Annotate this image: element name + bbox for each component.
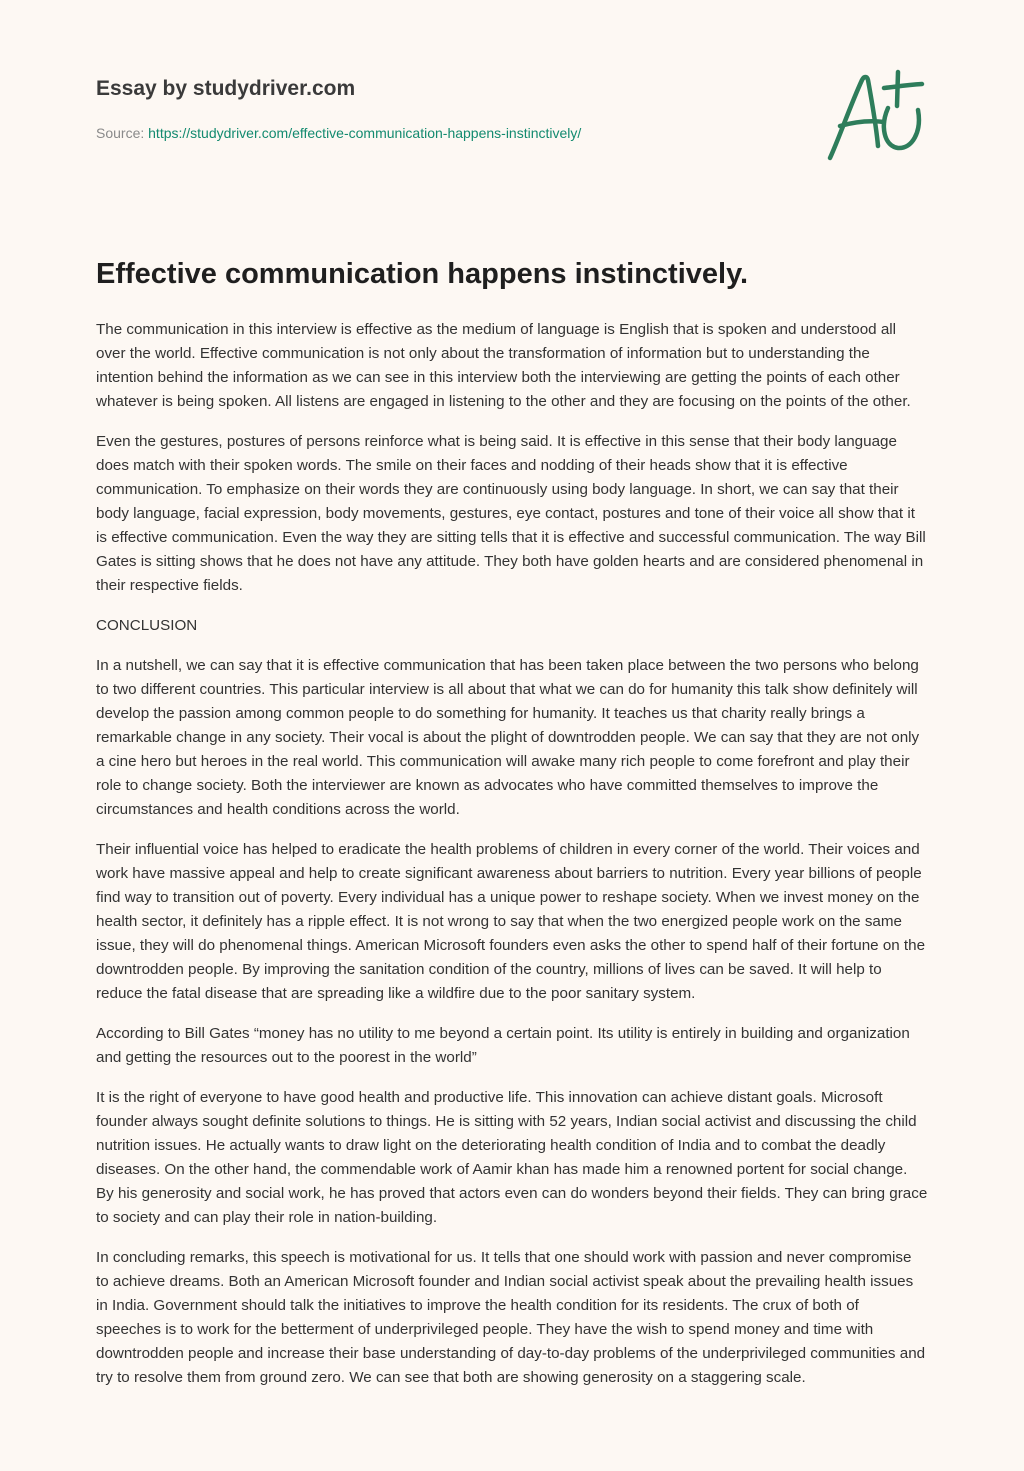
source-line (96, 124, 796, 142)
essay-paragraph: According to Bill Gates “money has no utility to me beyond a certain point. Its utility is entirely in building and organization and getting the resources out to the poorest in the world” (96, 1025, 910, 1066)
essay-paragraph: In concluding remarks, this speech is motivational for us. It tells that one should work with passion and never compromise to achieve dreams. Both an American Microsoft founder and Indian social activist speak about the prevailing health issues in India. Government should talk the initiatives to improve the health condition for its residents. The crux of both of speeches is to work for the betterment of underprivileged people. They have the wish to spend money and time with downtrodden people and increase their base understanding of day-to-day problems of the underprivileged communities and try to resolve them from ground zero. We can see that both are showing generosity on a staggering scale. (96, 1249, 926, 1386)
essay-title: Effective communication happens instinctively. (96, 258, 749, 290)
conclusion-heading: CONCLUSION (96, 617, 198, 634)
essay-paragraph: The communication in this interview is effective as the medium of language is English that is spoken and understood all over the world. Effective communication is not only about the transformation of information but to understanding the intention behind the information as we can see in this interview both the interviewing are getting the points of each other whatever is being spoken. All listens are engaged in listening to the other and they are focusing on the points of the other. (96, 321, 911, 410)
essay-paragraph: Their influential voice has helped to eradicate the health problems of children in every corner of the world. Their voices and work have massive appeal and help to create significant awareness about barriers to nutrition. Every year billions of people find way to transition out of poverty. Every individual has a unique power to reshape society. When we invest money on the health sector, it definitely has a ripple effect. It is not wrong to say that when the two energized people work on the same issue, they will do phenomenal things. American Microsoft founders even asks the other to spend half of their fortune on the downtrodden people. By improving the sanitation condition of the country, millions of lives can be saved. It will help to reduce the fatal disease that are spreading like a wildfire due to the poor sanitary system. (96, 841, 926, 1002)
a-plus-logo-icon (818, 66, 930, 166)
page-header (96, 74, 796, 142)
essay-paragraph: It is the right of everyone to have good health and productive life. This innovation can achieve distant goals. Microsoft founder always sought definite solutions to things. He is sitting with 52 years, Indian social activist and discussing the child nutrition issues. He actually wants to draw light on the deteriorating health condition of India and to combat the deadly diseases. On the other hand, the commendable work of Aamir khan has made him a renowned portent for social change. By his generosity and social work, he has proved that actors even can do wonders beyond their fields. They can bring grace to society and can play their role in nation-building. (96, 1089, 928, 1226)
essay-paragraph: In a nutshell, we can say that it is effective communication that has been taken place between the two persons who belong to two different countries. This particular interview is all about that what we can do for humanity this talk show definitely will develop the passion among common people to do something for humanity. It teaches us that charity really brings a remarkable change in any society. Their vocal is about the plight of downtrodden people. We can say that they are not only a cine hero but heroes in the real world. This communication will awake many rich people to come forefront and play their role to change society. Both the interviewer are known as advocates who have committed themselves to improve the circumstances and health conditions across the world. (96, 657, 920, 818)
essay-content (96, 254, 928, 1406)
essay-paragraph: Even the gestures, postures of persons reinforce what is being said. It is effective in this sense that their body language does match with their spoken words. The smile on their faces and nodding of their heads show that it is effective communication. To emphasize on their words they are continuously using body language. In short, we can say that their body language, facial expression, body movements, gestures, eye contact, postures and tone of their voice all show that it is effective communication. Even the way they are sitting tells that it is effective and successful communication. The way Bill Gates is sitting shows that he does not have any attitude. They both have golden hearts and are considered phenomenal in their respective fields. (96, 433, 926, 594)
source-link[interactable]: https://studydriver.com/effective-communication-happens-instinctively/ (148, 125, 582, 141)
source-label: Source: (96, 125, 149, 141)
site-title: Essay by studydriver.com (96, 77, 356, 100)
